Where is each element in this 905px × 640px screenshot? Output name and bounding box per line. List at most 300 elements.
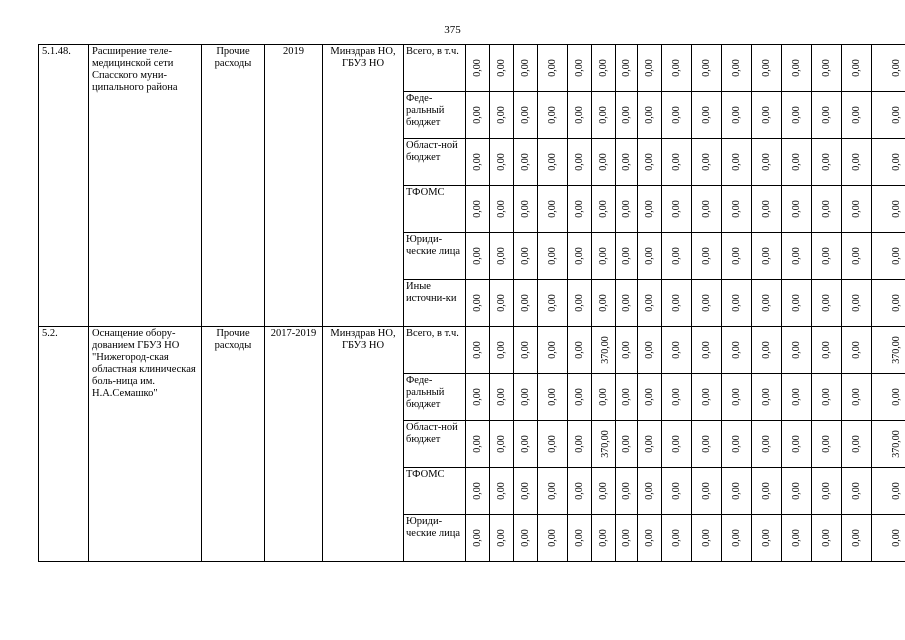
value-text: 0,00: [643, 153, 655, 171]
value-cell: [616, 468, 638, 515]
value-cell: [466, 139, 490, 186]
value-cell: [872, 327, 905, 374]
value-text: 0,00: [471, 153, 483, 171]
value-text: 0,00: [820, 294, 832, 312]
value-cell: [592, 327, 616, 374]
value-text: 0,00: [730, 482, 742, 500]
value-cell: [782, 233, 812, 280]
value-text: 0,00: [890, 247, 902, 265]
funding-source: Всего, в т.ч.: [404, 45, 466, 92]
value-text: 0,00: [546, 341, 558, 359]
value-cell: [616, 374, 638, 421]
value-text: 0,00: [519, 341, 531, 359]
value-cell: [638, 280, 662, 327]
value-cell: [638, 515, 662, 562]
value-cell: [812, 139, 842, 186]
value-text: 0,00: [573, 200, 585, 218]
value-cell: [842, 327, 872, 374]
value-text: 0,00: [670, 341, 682, 359]
value-cell: [812, 92, 842, 139]
value-text: 0,00: [643, 247, 655, 265]
value-cell: [616, 421, 638, 468]
value-text: 0,00: [670, 247, 682, 265]
value-cell: [812, 374, 842, 421]
value-cell: [568, 92, 592, 139]
value-cell: [466, 374, 490, 421]
value-text: 0,00: [890, 388, 902, 406]
value-cell: [662, 233, 692, 280]
value-text: 0,00: [471, 529, 483, 547]
value-text: 0,00: [730, 153, 742, 171]
value-text: 0,00: [495, 294, 507, 312]
value-text: 0,00: [760, 247, 772, 265]
value-cell: [692, 421, 722, 468]
value-text: 0,00: [700, 482, 712, 500]
value-cell: [812, 45, 842, 92]
value-cell: [592, 421, 616, 468]
value-text: 0,00: [643, 482, 655, 500]
value-cell: [662, 186, 692, 233]
value-cell: [538, 139, 568, 186]
funding-source: Юриди-ческие лица: [404, 233, 466, 280]
value-text: 0,00: [495, 106, 507, 124]
value-text: 0,00: [760, 294, 772, 312]
value-text: 0,00: [850, 106, 862, 124]
value-cell: [722, 374, 752, 421]
value-text: 0,00: [597, 482, 609, 500]
funding-source: ТФОМС: [404, 186, 466, 233]
value-text: 0,00: [700, 388, 712, 406]
value-cell: [872, 421, 905, 468]
value-text: 0,00: [573, 294, 585, 312]
value-cell: [752, 374, 782, 421]
value-text: 0,00: [597, 294, 609, 312]
value-text: 0,00: [573, 341, 585, 359]
value-cell: [752, 45, 782, 92]
value-cell: [872, 139, 905, 186]
value-cell: [538, 233, 568, 280]
value-text: 0,00: [700, 200, 712, 218]
value-text: 0,00: [790, 59, 802, 77]
value-cell: [662, 327, 692, 374]
value-text: 0,00: [519, 106, 531, 124]
value-cell: [568, 421, 592, 468]
value-text: 0,00: [850, 59, 862, 77]
expense-type: Прочие расходы: [202, 45, 265, 327]
value-cell: [662, 468, 692, 515]
value-text: 0,00: [790, 388, 802, 406]
value-text: 0,00: [890, 153, 902, 171]
value-text: 0,00: [760, 529, 772, 547]
value-text: 0,00: [850, 435, 862, 453]
table-row: [39, 45, 905, 92]
value-cell: [490, 468, 514, 515]
value-cell: [568, 233, 592, 280]
value-text: 0,00: [730, 529, 742, 547]
value-cell: [514, 139, 538, 186]
value-cell: [692, 92, 722, 139]
value-cell: [752, 280, 782, 327]
value-text: 0,00: [643, 59, 655, 77]
value-cell: [752, 139, 782, 186]
value-text: 0,00: [760, 388, 772, 406]
value-cell: [662, 421, 692, 468]
value-cell: [692, 468, 722, 515]
value-cell: [872, 515, 905, 562]
value-cell: [490, 92, 514, 139]
value-text: 0,00: [820, 341, 832, 359]
value-cell: [514, 92, 538, 139]
value-text: 0,00: [790, 106, 802, 124]
implementation-years: 2017-2019: [265, 327, 323, 562]
value-cell: [638, 421, 662, 468]
value-cell: [616, 139, 638, 186]
value-cell: [872, 468, 905, 515]
value-text: 0,00: [546, 106, 558, 124]
value-cell: [812, 327, 842, 374]
value-text: 0,00: [495, 341, 507, 359]
value-text: 0,00: [546, 200, 558, 218]
value-cell: [722, 186, 752, 233]
value-cell: [638, 45, 662, 92]
value-text: 0,00: [700, 106, 712, 124]
value-text: 0,00: [670, 106, 682, 124]
value-text: 0,00: [573, 388, 585, 406]
value-text: 0,00: [546, 388, 558, 406]
value-text: 0,00: [471, 106, 483, 124]
value-cell: [722, 468, 752, 515]
value-cell: [662, 280, 692, 327]
value-cell: [842, 374, 872, 421]
value-text: 0,00: [546, 435, 558, 453]
value-text: 0,00: [620, 529, 632, 547]
value-cell: [592, 468, 616, 515]
value-cell: [872, 374, 905, 421]
value-text: 0,00: [519, 482, 531, 500]
value-cell: [842, 233, 872, 280]
value-text: 0,00: [519, 294, 531, 312]
value-cell: [466, 421, 490, 468]
value-cell: [592, 186, 616, 233]
value-text: 0,00: [850, 388, 862, 406]
value-text: 0,00: [495, 59, 507, 77]
value-text: 0,00: [820, 435, 832, 453]
value-cell: [752, 421, 782, 468]
value-cell: [466, 468, 490, 515]
value-text: 0,00: [820, 59, 832, 77]
value-cell: [842, 421, 872, 468]
executor: Минздрав НО, ГБУЗ НО: [323, 327, 404, 562]
value-text: 0,00: [700, 529, 712, 547]
value-cell: [538, 468, 568, 515]
value-cell: [514, 280, 538, 327]
value-text: 0,00: [850, 153, 862, 171]
value-cell: [568, 280, 592, 327]
value-text: 0,00: [700, 435, 712, 453]
value-text: 0,00: [790, 294, 802, 312]
value-text: 0,00: [760, 106, 772, 124]
value-cell: [722, 139, 752, 186]
value-cell: [692, 327, 722, 374]
value-cell: [490, 515, 514, 562]
value-text: 0,00: [620, 247, 632, 265]
value-cell: [692, 45, 722, 92]
value-text: 0,00: [597, 247, 609, 265]
value-text: 0,00: [573, 529, 585, 547]
value-cell: [692, 233, 722, 280]
value-cell: [842, 186, 872, 233]
value-text: 0,00: [670, 388, 682, 406]
value-cell: [466, 186, 490, 233]
value-cell: [782, 515, 812, 562]
value-cell: [842, 515, 872, 562]
value-cell: [752, 515, 782, 562]
value-cell: [812, 233, 842, 280]
value-text: 0,00: [643, 435, 655, 453]
value-cell: [538, 515, 568, 562]
funding-source: Всего, в т.ч.: [404, 327, 466, 374]
value-text: 0,00: [670, 153, 682, 171]
value-cell: [514, 327, 538, 374]
value-text: 0,00: [670, 59, 682, 77]
value-cell: [782, 186, 812, 233]
value-text: 0,00: [850, 482, 862, 500]
value-cell: [490, 280, 514, 327]
value-text: 0,00: [820, 482, 832, 500]
value-cell: [592, 374, 616, 421]
value-cell: [466, 280, 490, 327]
value-cell: [568, 515, 592, 562]
value-cell: [842, 139, 872, 186]
value-cell: [538, 327, 568, 374]
value-cell: [592, 92, 616, 139]
value-text: 0,00: [890, 59, 902, 77]
value-text: 370,00: [890, 336, 902, 364]
value-cell: [592, 280, 616, 327]
value-text: 0,00: [620, 294, 632, 312]
value-cell: [616, 186, 638, 233]
value-text: 0,00: [519, 153, 531, 171]
value-text: 0,00: [790, 529, 802, 547]
value-cell: [638, 374, 662, 421]
value-text: 0,00: [820, 106, 832, 124]
value-cell: [722, 280, 752, 327]
value-text: 370,00: [890, 430, 902, 458]
value-cell: [662, 374, 692, 421]
value-cell: [538, 45, 568, 92]
value-text: 0,00: [495, 153, 507, 171]
value-text: 0,00: [890, 482, 902, 500]
value-text: 0,00: [546, 247, 558, 265]
value-cell: [692, 139, 722, 186]
value-cell: [872, 92, 905, 139]
value-cell: [514, 515, 538, 562]
value-text: 0,00: [820, 388, 832, 406]
value-text: 0,00: [760, 200, 772, 218]
value-cell: [638, 233, 662, 280]
value-text: 0,00: [519, 529, 531, 547]
value-text: 0,00: [546, 482, 558, 500]
value-cell: [752, 233, 782, 280]
value-text: 0,00: [890, 294, 902, 312]
item-name: Расширение теле-медицинской сети Спасского муни-ципального района: [89, 45, 202, 327]
value-text: 0,00: [730, 294, 742, 312]
value-text: 0,00: [495, 435, 507, 453]
value-text: 0,00: [495, 482, 507, 500]
value-cell: [568, 186, 592, 233]
value-text: 0,00: [700, 294, 712, 312]
value-cell: [812, 468, 842, 515]
value-cell: [568, 468, 592, 515]
value-text: 0,00: [620, 106, 632, 124]
value-text: 0,00: [850, 247, 862, 265]
value-text: 0,00: [519, 200, 531, 218]
value-text: 0,00: [790, 153, 802, 171]
value-cell: [568, 45, 592, 92]
value-cell: [568, 374, 592, 421]
funding-source: Иные источни-ки: [404, 280, 466, 327]
value-text: 0,00: [730, 435, 742, 453]
value-text: 0,00: [643, 341, 655, 359]
value-text: 0,00: [495, 529, 507, 547]
value-cell: [722, 92, 752, 139]
value-cell: [592, 45, 616, 92]
value-cell: [568, 139, 592, 186]
value-text: 0,00: [546, 153, 558, 171]
value-text: 0,00: [597, 153, 609, 171]
value-text: 0,00: [790, 200, 802, 218]
value-text: 0,00: [820, 529, 832, 547]
value-text: 0,00: [890, 200, 902, 218]
value-text: 0,00: [546, 529, 558, 547]
value-text: 0,00: [760, 341, 772, 359]
value-text: 0,00: [471, 247, 483, 265]
value-cell: [722, 515, 752, 562]
value-text: 0,00: [850, 200, 862, 218]
value-cell: [842, 45, 872, 92]
value-text: 0,00: [643, 106, 655, 124]
value-text: 0,00: [850, 294, 862, 312]
value-text: 0,00: [471, 200, 483, 218]
value-text: 0,00: [597, 529, 609, 547]
value-cell: [692, 280, 722, 327]
budget-table: [38, 44, 905, 562]
value-text: 0,00: [620, 200, 632, 218]
value-cell: [514, 468, 538, 515]
value-cell: [782, 421, 812, 468]
value-text: 0,00: [620, 482, 632, 500]
value-cell: [514, 421, 538, 468]
value-cell: [842, 280, 872, 327]
value-text: 0,00: [597, 59, 609, 77]
value-cell: [616, 280, 638, 327]
value-cell: [782, 374, 812, 421]
value-text: 0,00: [700, 247, 712, 265]
value-cell: [466, 515, 490, 562]
value-cell: [782, 92, 812, 139]
value-cell: [722, 421, 752, 468]
value-cell: [842, 92, 872, 139]
value-cell: [592, 139, 616, 186]
value-cell: [538, 186, 568, 233]
value-text: 0,00: [597, 200, 609, 218]
value-text: 0,00: [471, 294, 483, 312]
funding-source: Област-ной бюджет: [404, 421, 466, 468]
value-cell: [782, 468, 812, 515]
value-text: 0,00: [890, 529, 902, 547]
value-text: 0,00: [573, 106, 585, 124]
value-text: 0,00: [471, 388, 483, 406]
value-text: 0,00: [573, 153, 585, 171]
value-text: 0,00: [620, 341, 632, 359]
value-text: 0,00: [850, 341, 862, 359]
value-text: 0,00: [670, 435, 682, 453]
value-cell: [466, 92, 490, 139]
value-text: 0,00: [471, 435, 483, 453]
funding-source: ТФОМС: [404, 468, 466, 515]
table-row: [39, 327, 905, 374]
value-cell: [812, 280, 842, 327]
value-cell: [872, 233, 905, 280]
value-cell: [514, 186, 538, 233]
value-cell: [616, 92, 638, 139]
item-code: 5.2.: [39, 327, 89, 562]
funding-source: Феде-ральный бюджет: [404, 92, 466, 139]
value-cell: [466, 233, 490, 280]
value-text: 0,00: [790, 435, 802, 453]
value-text: 0,00: [730, 200, 742, 218]
funding-source: Област-ной бюджет: [404, 139, 466, 186]
funding-source: Юриди-ческие лица: [404, 515, 466, 562]
value-cell: [592, 515, 616, 562]
value-text: 0,00: [546, 294, 558, 312]
value-cell: [538, 280, 568, 327]
value-cell: [490, 139, 514, 186]
funding-source: Феде-ральный бюджет: [404, 374, 466, 421]
value-text: 0,00: [643, 529, 655, 547]
value-text: 370,00: [599, 430, 611, 458]
value-text: 0,00: [760, 482, 772, 500]
value-text: 0,00: [620, 59, 632, 77]
value-text: 0,00: [519, 247, 531, 265]
value-cell: [538, 421, 568, 468]
value-text: 0,00: [495, 388, 507, 406]
value-cell: [722, 233, 752, 280]
value-cell: [812, 515, 842, 562]
value-text: 0,00: [730, 388, 742, 406]
value-cell: [752, 186, 782, 233]
value-text: 0,00: [519, 388, 531, 406]
value-cell: [782, 45, 812, 92]
value-cell: [872, 45, 905, 92]
value-text: 0,00: [760, 153, 772, 171]
value-cell: [514, 45, 538, 92]
value-cell: [662, 515, 692, 562]
expense-type: Прочие расходы: [202, 327, 265, 562]
value-text: 0,00: [730, 341, 742, 359]
value-cell: [616, 515, 638, 562]
value-text: 0,00: [471, 482, 483, 500]
value-cell: [638, 186, 662, 233]
value-cell: [782, 139, 812, 186]
value-cell: [638, 139, 662, 186]
item-code: 5.1.48.: [39, 45, 89, 327]
value-text: 0,00: [790, 341, 802, 359]
value-cell: [514, 233, 538, 280]
value-text: 0,00: [471, 59, 483, 77]
value-text: 0,00: [573, 59, 585, 77]
value-text: 0,00: [471, 341, 483, 359]
